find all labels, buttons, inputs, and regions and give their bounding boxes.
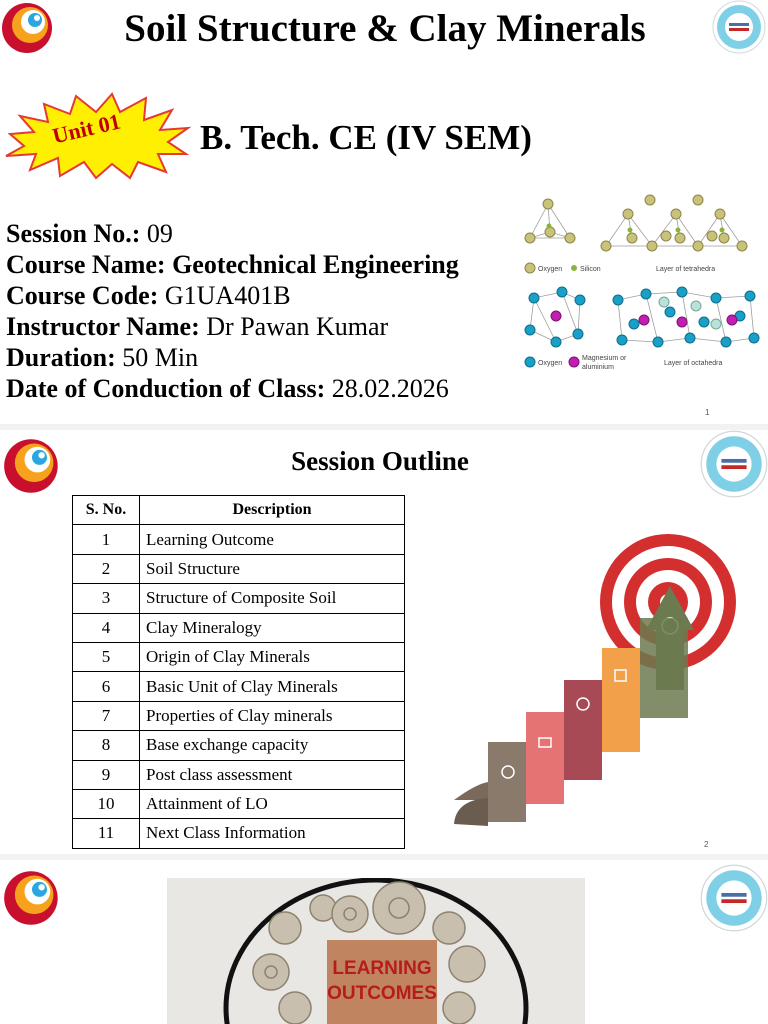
table-header-row	[73, 496, 405, 525]
row-sno: 10	[73, 789, 140, 818]
slide-1	[0, 0, 768, 424]
row-description: Clay Mineralogy	[140, 613, 405, 642]
row-sno: 8	[73, 731, 140, 760]
table-row	[73, 701, 405, 730]
row-description: Basic Unit of Clay Minerals	[140, 672, 405, 701]
row-sno: 2	[73, 554, 140, 583]
label-octa-layer: Layer of octahedra	[664, 360, 723, 367]
row-sno: 3	[73, 584, 140, 613]
row-description: Attainment of LO	[140, 789, 405, 818]
legend-mg-al-1: Magnesium or	[582, 355, 627, 362]
row-description: Base exchange capacity	[140, 731, 405, 760]
program-subtitle: B. Tech. CE (IV SEM)	[200, 118, 532, 157]
scale-badge-icon	[700, 864, 768, 932]
university-logo-icon	[2, 868, 62, 928]
row-sno: 4	[73, 613, 140, 642]
row-sno: 1	[73, 525, 140, 554]
row-description: Soil Structure	[140, 554, 405, 583]
table-row	[73, 760, 405, 789]
table-row	[73, 731, 405, 760]
university-logo-icon	[0, 0, 56, 56]
slide-title: Soil Structure & Clay Minerals	[124, 7, 646, 50]
date-line: Date of Conduction of Class: 28.02.2026	[6, 374, 449, 403]
slide-title: Session Outline	[291, 446, 469, 476]
target-stairs-illustration	[446, 510, 746, 830]
header-description: Description	[140, 496, 405, 525]
row-sno: 6	[73, 672, 140, 701]
table-row	[73, 789, 405, 818]
clay-mineral-structure-figure	[520, 192, 768, 376]
table-row	[73, 819, 405, 848]
course-name-line: Course Name: Geotechnical Engineering	[6, 250, 459, 279]
legend-oxygen: Oxygen	[538, 266, 563, 273]
row-description: Origin of Clay Minerals	[140, 642, 405, 671]
row-sno: 7	[73, 701, 140, 730]
row-description: Next Class Information	[140, 819, 405, 848]
session-info	[6, 218, 459, 404]
row-sno: 11	[73, 819, 140, 848]
row-description: Structure of Composite Soil	[140, 584, 405, 613]
legend-oxygen-2: Oxygen	[538, 360, 563, 367]
header-sno: S. No.	[73, 496, 140, 525]
scale-badge-icon	[712, 0, 766, 54]
table-row	[73, 672, 405, 701]
course-code-line: Course Code: G1UA401B	[6, 281, 291, 310]
table-row	[73, 613, 405, 642]
session-no-line: Session No.: 09	[6, 219, 173, 248]
row-description: Learning Outcome	[140, 525, 405, 554]
sign-text-line1: LEARNING	[332, 958, 432, 979]
slide-3	[0, 860, 768, 1024]
page-number: 2	[704, 840, 709, 849]
session-outline-table	[72, 495, 405, 849]
table-row	[73, 584, 405, 613]
instructor-line: Instructor Name: Dr Pawan Kumar	[6, 312, 389, 341]
page-number: 1	[705, 408, 710, 417]
unit-label: Unit 01	[49, 108, 123, 149]
slide-2	[0, 430, 768, 854]
university-logo-icon	[2, 436, 62, 496]
scale-badge-icon	[700, 430, 768, 498]
learning-outcomes-photo	[167, 878, 585, 1024]
legend-silicon: Silicon	[580, 266, 601, 273]
table-row	[73, 525, 405, 554]
row-description: Properties of Clay minerals	[140, 701, 405, 730]
row-sno: 9	[73, 760, 140, 789]
sign-text-line2: OUTCOMES	[327, 983, 437, 1004]
legend-mg-al-2: aluminium	[582, 364, 614, 371]
row-sno: 5	[73, 642, 140, 671]
table-row	[73, 554, 405, 583]
row-description: Post class assessment	[140, 760, 405, 789]
duration-line: Duration: 50 Min	[6, 343, 199, 372]
table-row	[73, 642, 405, 671]
label-tetra-layer: Layer of tetrahedra	[656, 266, 716, 273]
